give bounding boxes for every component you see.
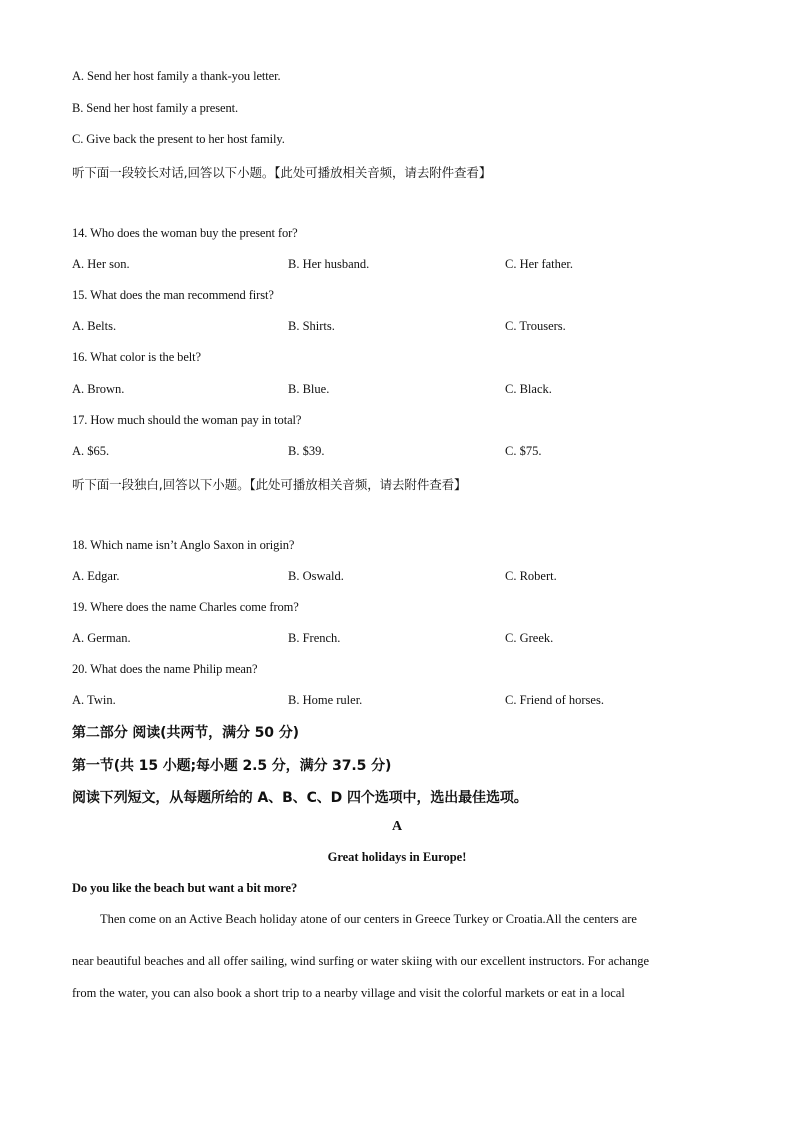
option-a: A. $65.	[72, 444, 110, 458]
question-19: 19. Where does the name Charles come from?	[72, 600, 299, 614]
options-16	[72, 382, 732, 398]
option-a: A. Brown.	[72, 382, 125, 396]
option-a: A. Edgar.	[72, 569, 120, 583]
option-c: C. Black.	[505, 382, 552, 396]
option-c: C. Trousers.	[505, 319, 566, 333]
option-b: B. Blue.	[288, 382, 330, 396]
option-b: B. French.	[288, 631, 341, 645]
option-a: A. German.	[72, 631, 131, 645]
option-13b: B. Send her host family a present.	[72, 101, 239, 115]
listening-instruction-1: 听下面一段较长对话,回答以下小题。【此处可播放相关音频，请去附件查看】	[72, 165, 492, 180]
option-b: B. Shirts.	[288, 319, 335, 333]
option-b: B. $39.	[288, 444, 325, 458]
section1-instruction: 阅读下列短文，从每题所给的 A、B、C、D 四个选项中，选出最佳选项。	[72, 790, 528, 806]
option-b: B. Oswald.	[288, 569, 344, 583]
question-17: 17. How much should the woman pay in total?	[72, 413, 302, 427]
question-18: 18. Which name isn’t Anglo Saxon in origin?	[72, 538, 295, 552]
passage-title: Great holidays in Europe!	[327, 850, 467, 864]
options-18	[72, 569, 732, 585]
option-b: B. Home ruler.	[288, 693, 363, 707]
passage-line-2: near beautiful beaches and all offer sailing, wind surfing or water skiing with our excellent instructors. For achange	[72, 954, 650, 968]
option-a: A. Twin.	[72, 693, 116, 707]
part2-title: 第二部分 阅读(共两节，满分 50 分)	[72, 725, 299, 741]
passage-line-3: from the water, you can also book a short trip to a nearby village and visit the colorful markets or eat in a local	[72, 986, 625, 1000]
option-13c: C. Give back the present to her host family.	[72, 132, 285, 146]
option-c: C. Her father.	[505, 257, 574, 271]
section1-title: 第一节(共 15 小题;每小题 2.5 分，满分 37.5 分)	[72, 758, 392, 774]
passage-letter: A	[391, 819, 403, 834]
options-15	[72, 319, 732, 335]
options-19	[72, 631, 732, 647]
options-17	[72, 444, 732, 460]
option-13a: A. Send her host family a thank-you letter.	[72, 69, 281, 83]
question-16: 16. What color is the belt?	[72, 350, 201, 364]
question-15: 15. What does the man recommend first?	[72, 288, 274, 302]
options-14	[72, 257, 732, 273]
option-c: C. Friend of horses.	[505, 693, 604, 707]
listening-instruction-2: 听下面一段独白,回答以下小题。【此处可播放相关音频，请去附件查看】	[72, 477, 467, 492]
question-14: 14. Who does the woman buy the present for?	[72, 226, 298, 240]
option-c: C. Robert.	[505, 569, 557, 583]
option-a: A. Belts.	[72, 319, 117, 333]
option-b: B. Her husband.	[288, 257, 370, 271]
passage-line-1: Then come on an Active Beach holiday atone of our centers in Greece Turkey or Croatia.All the centers are	[100, 912, 637, 926]
option-a: A. Her son.	[72, 257, 130, 271]
passage-subtitle: Do you like the beach but want a bit more?	[72, 881, 298, 895]
option-c: C. $75.	[505, 444, 542, 458]
option-c: C. Greek.	[505, 631, 554, 645]
options-20	[72, 693, 732, 709]
question-20: 20. What does the name Philip mean?	[72, 662, 258, 676]
